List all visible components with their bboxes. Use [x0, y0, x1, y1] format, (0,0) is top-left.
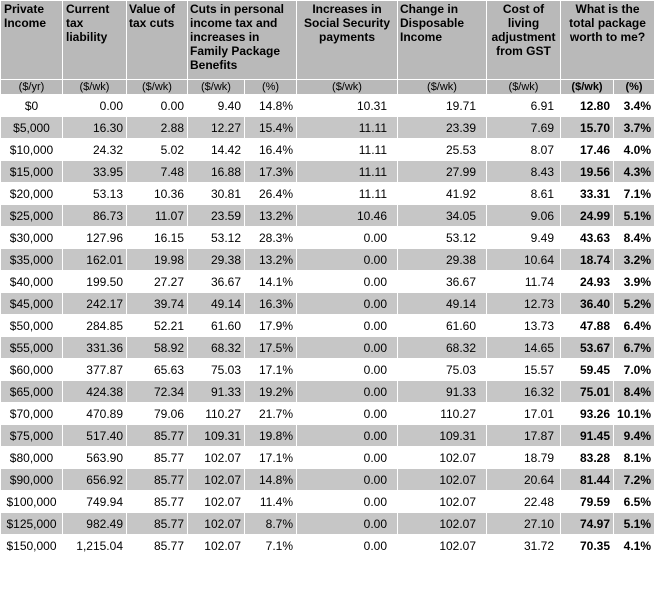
cell-disposable-change: 102.07	[398, 535, 487, 557]
cell-value-tax-cuts: 0.00	[127, 95, 188, 117]
cell-cuts-pct: 26.4%	[245, 183, 297, 205]
cell-private-income: $55,000	[1, 337, 63, 359]
table-row	[1, 183, 654, 205]
cell-cuts-pct: 13.2%	[245, 205, 297, 227]
cell-current-tax: 162.01	[63, 249, 127, 271]
cell-total-pct: 4.3%	[614, 161, 654, 183]
cell-value-tax-cuts: 2.88	[127, 117, 188, 139]
table-row	[1, 381, 654, 403]
table-row	[1, 139, 654, 161]
table-row	[1, 513, 654, 535]
cell-cost-living: 8.07	[487, 139, 561, 161]
cell-total-pct: 8.4%	[614, 227, 654, 249]
cell-cost-living: 18.79	[487, 447, 561, 469]
cell-ss-increase: 11.11	[297, 117, 398, 139]
cell-ss-increase: 11.11	[297, 183, 398, 205]
cell-total-pct: 8.1%	[614, 447, 654, 469]
cell-total-pct: 5.1%	[614, 513, 654, 535]
cell-private-income: $15,000	[1, 161, 63, 183]
cell-disposable-change: 29.38	[398, 249, 487, 271]
cell-private-income: $70,000	[1, 403, 63, 425]
cell-current-tax: 127.96	[63, 227, 127, 249]
cell-total-wk: 12.80	[561, 95, 614, 117]
cell-current-tax: 1,215.04	[63, 535, 127, 557]
cell-current-tax: 331.36	[63, 337, 127, 359]
cell-value-tax-cuts: 58.92	[127, 337, 188, 359]
cell-value-tax-cuts: 85.77	[127, 535, 188, 557]
cell-cuts-pct: 17.1%	[245, 359, 297, 381]
cell-total-wk: 36.40	[561, 293, 614, 315]
cell-ss-increase: 0.00	[297, 359, 398, 381]
cell-private-income: $10,000	[1, 139, 63, 161]
unit-label: ($/wk)	[297, 80, 398, 95]
cell-current-tax: 53.13	[63, 183, 127, 205]
cell-disposable-change: 61.60	[398, 315, 487, 337]
cell-disposable-change: 91.33	[398, 381, 487, 403]
cell-ss-increase: 0.00	[297, 403, 398, 425]
cell-ss-increase: 0.00	[297, 425, 398, 447]
cell-cuts-pct: 16.4%	[245, 139, 297, 161]
cell-total-pct: 3.7%	[614, 117, 654, 139]
cell-total-pct: 7.1%	[614, 183, 654, 205]
cell-total-pct: 5.2%	[614, 293, 654, 315]
table-row	[1, 359, 654, 381]
cell-disposable-change: 34.05	[398, 205, 487, 227]
cell-current-tax: 470.89	[63, 403, 127, 425]
cell-cuts-pct: 11.4%	[245, 491, 297, 513]
unit-label: (%)	[245, 80, 297, 95]
cell-total-wk: 33.31	[561, 183, 614, 205]
cell-total-wk: 43.63	[561, 227, 614, 249]
cell-total-pct: 5.1%	[614, 205, 654, 227]
table-row	[1, 227, 654, 249]
cell-cuts-wk: 109.31	[188, 425, 245, 447]
cell-current-tax: 16.30	[63, 117, 127, 139]
cell-cost-living: 27.10	[487, 513, 561, 535]
cell-total-wk: 15.70	[561, 117, 614, 139]
header-current-tax: Current tax liability	[63, 1, 127, 80]
cell-disposable-change: 27.99	[398, 161, 487, 183]
table-row	[1, 161, 654, 183]
header-total-package: What is the total package worth to me?	[561, 1, 654, 80]
cell-ss-increase: 0.00	[297, 227, 398, 249]
cell-total-pct: 3.2%	[614, 249, 654, 271]
cell-cost-living: 11.74	[487, 271, 561, 293]
cell-total-wk: 59.45	[561, 359, 614, 381]
table-row	[1, 425, 654, 447]
cell-cuts-pct: 17.5%	[245, 337, 297, 359]
cell-total-wk: 83.28	[561, 447, 614, 469]
cell-cuts-wk: 14.42	[188, 139, 245, 161]
cell-cost-living: 15.57	[487, 359, 561, 381]
cell-cuts-pct: 17.1%	[245, 447, 297, 469]
cell-private-income: $90,000	[1, 469, 63, 491]
header-private-income: Private Income	[1, 1, 63, 80]
cell-disposable-change: 19.71	[398, 95, 487, 117]
cell-current-tax: 517.40	[63, 425, 127, 447]
cell-value-tax-cuts: 5.02	[127, 139, 188, 161]
cell-private-income: $0	[1, 95, 63, 117]
cell-disposable-change: 109.31	[398, 425, 487, 447]
cell-private-income: $125,000	[1, 513, 63, 535]
cell-value-tax-cuts: 16.15	[127, 227, 188, 249]
cell-cuts-pct: 7.1%	[245, 535, 297, 557]
cell-ss-increase: 0.00	[297, 469, 398, 491]
cell-private-income: $25,000	[1, 205, 63, 227]
unit-label: ($/wk)	[63, 80, 127, 95]
cell-cuts-wk: 29.38	[188, 249, 245, 271]
header-value-tax-cuts: Value of tax cuts	[127, 1, 188, 80]
cell-total-pct: 4.0%	[614, 139, 654, 161]
cell-disposable-change: 23.39	[398, 117, 487, 139]
cell-cost-living: 17.01	[487, 403, 561, 425]
cell-cuts-wk: 49.14	[188, 293, 245, 315]
cell-total-wk: 79.59	[561, 491, 614, 513]
cell-cuts-wk: 36.67	[188, 271, 245, 293]
cell-total-wk: 47.88	[561, 315, 614, 337]
cell-total-wk: 81.44	[561, 469, 614, 491]
cell-cuts-wk: 102.07	[188, 469, 245, 491]
cell-cost-living: 12.73	[487, 293, 561, 315]
cell-private-income: $5,000	[1, 117, 63, 139]
cell-cuts-wk: 110.27	[188, 403, 245, 425]
table-row	[1, 315, 654, 337]
table-row	[1, 447, 654, 469]
cell-value-tax-cuts: 85.77	[127, 425, 188, 447]
cell-disposable-change: 49.14	[398, 293, 487, 315]
cell-total-wk: 91.45	[561, 425, 614, 447]
cell-current-tax: 24.32	[63, 139, 127, 161]
cell-total-wk: 19.56	[561, 161, 614, 183]
cell-total-pct: 3.9%	[614, 271, 654, 293]
cell-value-tax-cuts: 39.74	[127, 293, 188, 315]
cell-ss-increase: 0.00	[297, 337, 398, 359]
header-cuts-personal: Cuts in personal income tax and increases in Family Package Benefits	[188, 1, 297, 80]
cell-cuts-pct: 14.8%	[245, 469, 297, 491]
cell-cuts-wk: 61.60	[188, 315, 245, 337]
cell-total-wk: 17.46	[561, 139, 614, 161]
cell-cuts-pct: 21.7%	[245, 403, 297, 425]
cell-cost-living: 9.49	[487, 227, 561, 249]
cell-private-income: $45,000	[1, 293, 63, 315]
cell-disposable-change: 102.07	[398, 469, 487, 491]
cell-current-tax: 86.73	[63, 205, 127, 227]
cell-cuts-wk: 30.81	[188, 183, 245, 205]
cell-cuts-wk: 12.27	[188, 117, 245, 139]
unit-label: ($/wk)	[127, 80, 188, 95]
cell-total-pct: 9.4%	[614, 425, 654, 447]
cell-total-pct: 8.4%	[614, 381, 654, 403]
cell-value-tax-cuts: 7.48	[127, 161, 188, 183]
cell-cuts-wk: 102.07	[188, 513, 245, 535]
cell-cuts-wk: 16.88	[188, 161, 245, 183]
cell-current-tax: 749.94	[63, 491, 127, 513]
cell-cuts-pct: 8.7%	[245, 513, 297, 535]
cell-cost-living: 8.61	[487, 183, 561, 205]
cell-current-tax: 424.38	[63, 381, 127, 403]
cell-cuts-wk: 91.33	[188, 381, 245, 403]
cell-value-tax-cuts: 10.36	[127, 183, 188, 205]
cell-cuts-pct: 14.1%	[245, 271, 297, 293]
cell-ss-increase: 0.00	[297, 513, 398, 535]
unit-label: ($/wk)	[398, 80, 487, 95]
cell-total-pct: 6.5%	[614, 491, 654, 513]
header-cost-living: Cost of living adjustment from GST	[487, 1, 561, 80]
cell-cuts-pct: 16.3%	[245, 293, 297, 315]
cell-value-tax-cuts: 11.07	[127, 205, 188, 227]
header-increases-ss: Increases in Social Security payments	[297, 1, 398, 80]
cell-cuts-pct: 13.2%	[245, 249, 297, 271]
cell-total-wk: 70.35	[561, 535, 614, 557]
cell-current-tax: 33.95	[63, 161, 127, 183]
cell-value-tax-cuts: 19.98	[127, 249, 188, 271]
cell-disposable-change: 25.53	[398, 139, 487, 161]
cell-cuts-pct: 17.9%	[245, 315, 297, 337]
cell-private-income: $150,000	[1, 535, 63, 557]
cell-ss-increase: 11.11	[297, 161, 398, 183]
cell-ss-increase: 0.00	[297, 271, 398, 293]
cell-cuts-pct: 14.8%	[245, 95, 297, 117]
unit-label: ($/wk)	[188, 80, 245, 95]
table-row	[1, 249, 654, 271]
cell-cost-living: 7.69	[487, 117, 561, 139]
header-change-disposable: Change in Disposable Income	[398, 1, 487, 80]
cell-cuts-pct: 28.3%	[245, 227, 297, 249]
cell-total-wk: 74.97	[561, 513, 614, 535]
cell-cost-living: 13.73	[487, 315, 561, 337]
unit-label: ($/wk)	[561, 80, 614, 95]
cell-cuts-pct: 19.8%	[245, 425, 297, 447]
table-row	[1, 293, 654, 315]
cell-private-income: $50,000	[1, 315, 63, 337]
cell-current-tax: 377.87	[63, 359, 127, 381]
header-row	[1, 1, 654, 80]
cell-total-wk: 53.67	[561, 337, 614, 359]
cell-ss-increase: 0.00	[297, 447, 398, 469]
cell-value-tax-cuts: 85.77	[127, 491, 188, 513]
cell-current-tax: 284.85	[63, 315, 127, 337]
cell-disposable-change: 102.07	[398, 513, 487, 535]
cell-ss-increase: 0.00	[297, 249, 398, 271]
cell-private-income: $60,000	[1, 359, 63, 381]
cell-cost-living: 31.72	[487, 535, 561, 557]
cell-private-income: $35,000	[1, 249, 63, 271]
cell-cuts-wk: 53.12	[188, 227, 245, 249]
table-row	[1, 117, 654, 139]
cell-total-pct: 4.1%	[614, 535, 654, 557]
cell-ss-increase: 0.00	[297, 491, 398, 513]
table-row	[1, 491, 654, 513]
cell-total-pct: 7.2%	[614, 469, 654, 491]
table-row	[1, 95, 654, 117]
cell-cuts-wk: 23.59	[188, 205, 245, 227]
cell-ss-increase: 0.00	[297, 381, 398, 403]
table-body	[1, 95, 654, 557]
cell-private-income: $40,000	[1, 271, 63, 293]
cell-value-tax-cuts: 52.21	[127, 315, 188, 337]
cell-ss-increase: 0.00	[297, 535, 398, 557]
cell-ss-increase: 10.31	[297, 95, 398, 117]
table-row	[1, 271, 654, 293]
cell-current-tax: 242.17	[63, 293, 127, 315]
cell-disposable-change: 110.27	[398, 403, 487, 425]
cell-private-income: $30,000	[1, 227, 63, 249]
cell-total-pct: 10.1%	[614, 403, 654, 425]
cell-cuts-wk: 9.40	[188, 95, 245, 117]
cell-value-tax-cuts: 72.34	[127, 381, 188, 403]
cell-private-income: $80,000	[1, 447, 63, 469]
cell-cost-living: 17.87	[487, 425, 561, 447]
cell-total-wk: 75.01	[561, 381, 614, 403]
cell-cost-living: 16.32	[487, 381, 561, 403]
cell-total-pct: 6.7%	[614, 337, 654, 359]
units-row	[1, 80, 654, 95]
cell-current-tax: 656.92	[63, 469, 127, 491]
cell-disposable-change: 41.92	[398, 183, 487, 205]
cell-cuts-pct: 15.4%	[245, 117, 297, 139]
cell-cuts-wk: 102.07	[188, 535, 245, 557]
cell-ss-increase: 11.11	[297, 139, 398, 161]
cell-value-tax-cuts: 79.06	[127, 403, 188, 425]
cell-cuts-wk: 102.07	[188, 447, 245, 469]
unit-label: ($/wk)	[487, 80, 561, 95]
cell-disposable-change: 68.32	[398, 337, 487, 359]
cell-current-tax: 563.90	[63, 447, 127, 469]
cell-cuts-wk: 68.32	[188, 337, 245, 359]
cell-total-wk: 24.93	[561, 271, 614, 293]
cell-cost-living: 8.43	[487, 161, 561, 183]
cell-total-pct: 6.4%	[614, 315, 654, 337]
cell-value-tax-cuts: 65.63	[127, 359, 188, 381]
cell-disposable-change: 102.07	[398, 447, 487, 469]
cell-value-tax-cuts: 85.77	[127, 447, 188, 469]
cell-disposable-change: 53.12	[398, 227, 487, 249]
cell-current-tax: 199.50	[63, 271, 127, 293]
table-row	[1, 337, 654, 359]
cell-private-income: $100,000	[1, 491, 63, 513]
cell-ss-increase: 0.00	[297, 293, 398, 315]
cell-ss-increase: 0.00	[297, 315, 398, 337]
cell-disposable-change: 36.67	[398, 271, 487, 293]
cell-cuts-wk: 102.07	[188, 491, 245, 513]
cell-current-tax: 0.00	[63, 95, 127, 117]
cell-private-income: $65,000	[1, 381, 63, 403]
cell-current-tax: 982.49	[63, 513, 127, 535]
cell-disposable-change: 75.03	[398, 359, 487, 381]
cell-total-wk: 93.26	[561, 403, 614, 425]
cell-cost-living: 22.48	[487, 491, 561, 513]
cell-cuts-wk: 75.03	[188, 359, 245, 381]
cell-private-income: $20,000	[1, 183, 63, 205]
table-row	[1, 469, 654, 491]
cell-total-wk: 18.74	[561, 249, 614, 271]
table-row	[1, 535, 654, 557]
cell-cuts-pct: 17.3%	[245, 161, 297, 183]
cell-total-pct: 3.4%	[614, 95, 654, 117]
cell-ss-increase: 10.46	[297, 205, 398, 227]
table-row	[1, 403, 654, 425]
cell-cost-living: 6.91	[487, 95, 561, 117]
cell-private-income: $75,000	[1, 425, 63, 447]
cell-cost-living: 10.64	[487, 249, 561, 271]
cell-value-tax-cuts: 85.77	[127, 469, 188, 491]
cell-value-tax-cuts: 85.77	[127, 513, 188, 535]
cell-total-wk: 24.99	[561, 205, 614, 227]
table-row	[1, 205, 654, 227]
cell-cost-living: 14.65	[487, 337, 561, 359]
cell-cost-living: 20.64	[487, 469, 561, 491]
cell-total-pct: 7.0%	[614, 359, 654, 381]
cell-disposable-change: 102.07	[398, 491, 487, 513]
unit-label: (%)	[614, 80, 654, 95]
cell-cuts-pct: 19.2%	[245, 381, 297, 403]
unit-label: ($/yr)	[1, 80, 63, 95]
cell-cost-living: 9.06	[487, 205, 561, 227]
cell-value-tax-cuts: 27.27	[127, 271, 188, 293]
